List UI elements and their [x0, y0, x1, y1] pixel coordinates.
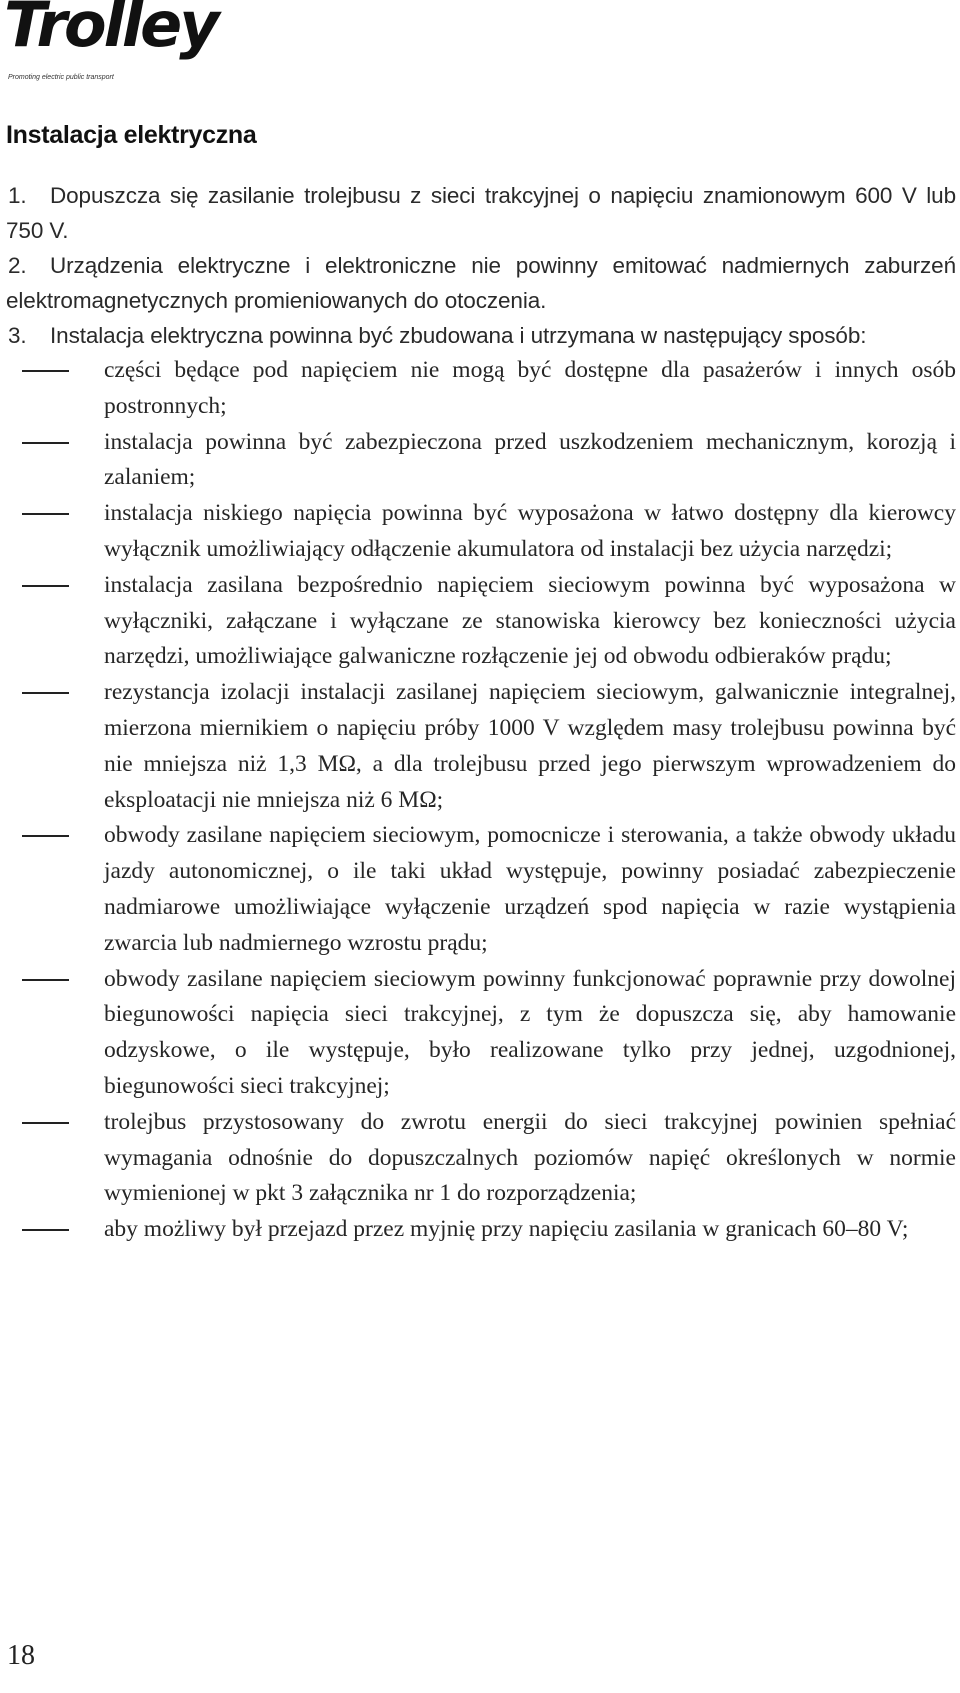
dash-bullet [22, 835, 69, 837]
dash-bullet [22, 1122, 69, 1124]
list-item-text: instalacja zasilana bezpośrednio napięciem sieciowym powinna być wyposażona w wyłączniki, załączane i wyłączane ze stanowiska kierowcy bez konieczności użycia narzędzi, umożliwiające galwaniczne rozłączenie jej od obwodu odbieraków prądu; [104, 571, 956, 670]
list-item [6, 818, 956, 961]
list-item [6, 353, 956, 425]
trolley-logo [4, 0, 217, 82]
item-text: Dopuszcza się zasilanie trolejbusu z sieci trakcyjnej o napięciu znamionowym 600 V lub 750 V. [6, 183, 956, 243]
numbered-item-2 [6, 248, 956, 318]
requirements-list [6, 353, 956, 1248]
list-item-text: aby możliwy był przejazd przez myjnię przy napięciu zasilania w granicach 60–80 V; [104, 1216, 909, 1243]
list-item [6, 962, 956, 1105]
dash-bullet [22, 979, 69, 981]
logo-wordmark: Trolley [4, 0, 217, 61]
dash-bullet [22, 442, 69, 444]
numbered-item-1 [6, 178, 956, 248]
list-item-text: trolejbus przystosowany do zwrotu energii do sieci trakcyjnej powinien spełniać wymagania odnośnie do dopuszczalnych poziomów napięć określonych w normie wymienionej w pkt 3 załącznika nr 1 do rozporządzenia; [104, 1108, 956, 1207]
item-text: Urządzenia elektryczne i elektroniczne nie powinny emitować nadmiernych zaburzeń elektromagnetycznych promieniowanych do otoczenia. [6, 253, 956, 313]
list-item [6, 496, 956, 568]
item-text: Instalacja elektryczna powinna być zbudowana i utrzymana w następujący sposób: [50, 323, 867, 348]
list-item [6, 1212, 956, 1248]
dash-bullet [22, 370, 69, 372]
list-item-text: części będące pod napięciem nie mogą być dostępne dla pasażerów i innych osób postronnych; [104, 357, 956, 419]
document-body [6, 178, 956, 1248]
dash-bullet [22, 692, 69, 694]
list-item-text: obwody zasilane napięciem sieciowym, pomocnicze i sterowania, a także obwody układu jazdy autonomicznej, o ile taki układ występuje, powinny posiadać zabezpieczenie nadmiarowe umożliwiające wyłączenie urządzeń spod napięcia w razie wystąpienia zwarcia lub nadmiernego wzrostu prądu; [104, 822, 956, 956]
list-item-text: obwody zasilane napięciem sieciowym powinny funkcjonować poprawnie przy dowolnej biegunowości napięcia sieci trakcyjnej, z tym że dopuszcza się, aby hamowanie odzyskowe, o ile występuje, było realizowane tylko przy jednej, uzgodnionej, biegunowości sieci trakcyjnej; [104, 965, 956, 1099]
list-item [6, 568, 956, 675]
list-item-text: instalacja powinna być zabezpieczona przed uszkodzeniem mechanicznym, korozją i zalaniem; [104, 428, 956, 491]
list-item [6, 425, 956, 497]
logo-tagline: Promoting electric public transport [8, 74, 114, 81]
list-item [6, 675, 956, 818]
numbered-item-3 [6, 318, 956, 353]
item-number: 1. [8, 183, 27, 208]
page-number: 18 [7, 1640, 35, 1671]
list-item-text: instalacja niskiego napięcia powinna być wyposażona w łatwo dostępny dla kierowcy wyłącznik umożliwiający odłączenie akumulatora od instalacji bez użycia narzędzi; [104, 500, 956, 562]
list-item [6, 1105, 956, 1212]
dash-bullet [22, 1229, 69, 1231]
section-heading: Instalacja elektryczna [6, 121, 257, 149]
list-item-text: rezystancja izolacji instalacji zasilanej napięciem sieciowym, galwanicznie integralnej, mierzona miernikiem o napięciu próby 1000 V względem masy trolejbusu powinna być nie mniejsza niż 1,3 MΩ, a dla trolejbusu przed jego pierwszym wprowadzeniem do eksploatacji nie mniejsza niż 6 MΩ; [104, 679, 956, 813]
item-number: 2. [8, 253, 27, 278]
item-number: 3. [8, 323, 27, 348]
dash-bullet [22, 585, 69, 587]
dash-bullet [22, 513, 69, 515]
